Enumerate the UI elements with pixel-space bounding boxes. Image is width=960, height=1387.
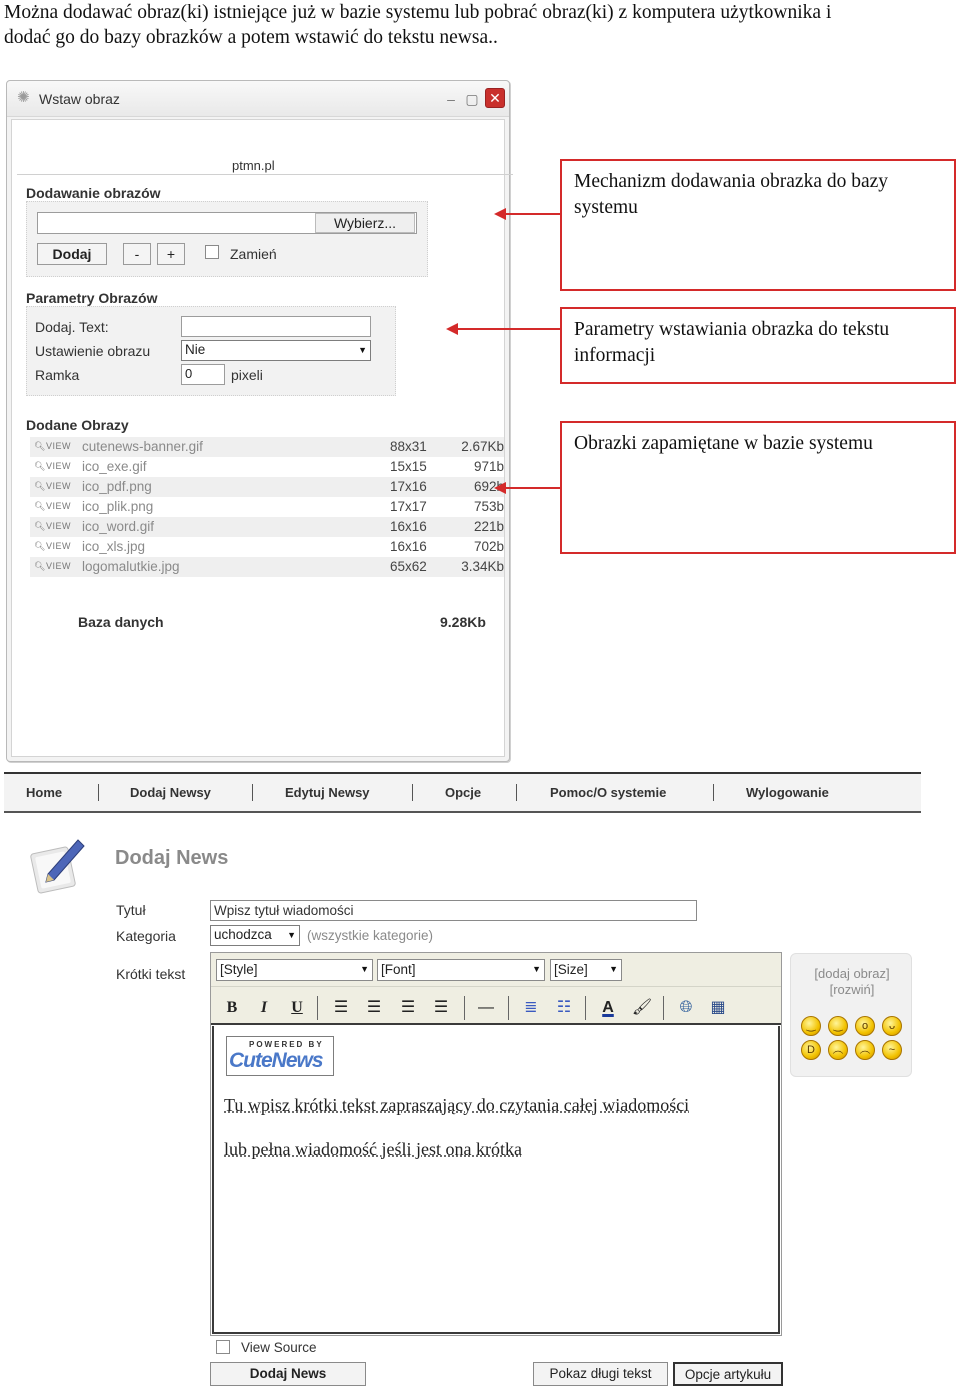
sad-icon[interactable]: ︵ xyxy=(828,1040,848,1060)
upload-section-title: Dodawanie obrazów xyxy=(26,185,161,201)
title-label: Tytuł xyxy=(116,902,146,918)
intro-line-1: Można dodawać obraz(ki) istniejące już w bazie systemu lub pobrać obraz(ki) z komputera użytkownika i xyxy=(4,2,832,23)
callout-params xyxy=(560,307,956,384)
tongue-icon[interactable]: ᴗ xyxy=(882,1016,902,1036)
expand-link[interactable]: [rozwiń] xyxy=(829,982,875,997)
nav-separator xyxy=(252,784,253,801)
align-left-icon[interactable]: ☰ xyxy=(333,999,349,1016)
submit-news-button[interactable]: Dodaj News xyxy=(210,1362,366,1386)
insert-table-icon[interactable]: ▦ xyxy=(710,999,726,1016)
bold-icon[interactable]: B xyxy=(226,999,238,1016)
callout-stored-text: Obrazki zapamiętane w bazie systemu xyxy=(574,433,873,454)
nav-home[interactable]: Home xyxy=(26,785,63,800)
image-size: 702b xyxy=(473,539,504,554)
image-size: 753b xyxy=(473,499,504,514)
image-size: 221b xyxy=(473,519,504,534)
image-size: 3.34Kb xyxy=(461,559,504,574)
view-icon[interactable]: 🔍︎VIEW xyxy=(34,561,71,571)
toolbar-separator xyxy=(508,996,509,1020)
nav-separator xyxy=(98,784,99,801)
image-dims: 16x16 xyxy=(390,539,427,554)
laugh-icon[interactable]: D xyxy=(801,1040,821,1060)
image-name[interactable]: ico_plik.png xyxy=(82,499,154,514)
add-image-button[interactable]: Dodaj xyxy=(37,243,107,265)
style-select-value: [Style] xyxy=(220,962,258,977)
border-label: Ramka xyxy=(35,367,80,383)
nav-add-news[interactable]: Dodaj Newsy xyxy=(130,785,211,800)
border-unit: pixeli xyxy=(231,367,263,383)
align-select-value: Nie xyxy=(185,342,206,357)
image-dims: 15x15 xyxy=(390,459,427,474)
image-size: 2.67Kb xyxy=(461,439,504,454)
font-select[interactable] xyxy=(377,959,545,981)
arrow-left-icon xyxy=(446,323,458,335)
category-select-value: uchodzca xyxy=(214,927,272,942)
replace-label: Zamień xyxy=(230,246,277,262)
nav-options[interactable]: Opcje xyxy=(445,785,482,800)
image-row[interactable] xyxy=(30,557,504,577)
rich-text-editor xyxy=(210,952,782,1336)
edit-pen-icon xyxy=(28,836,88,894)
view-icon[interactable]: 🔍︎VIEW xyxy=(34,441,71,451)
window-body xyxy=(11,119,505,757)
align-select[interactable] xyxy=(181,340,371,361)
view-icon[interactable]: 🔍︎VIEW xyxy=(34,541,71,551)
arrow-left-icon xyxy=(494,208,506,220)
align-center-icon[interactable]: ☰ xyxy=(366,999,382,1016)
image-dims: 16x16 xyxy=(390,519,427,534)
images-section-title: Dodane Obrazy xyxy=(26,417,129,433)
image-row[interactable] xyxy=(30,457,504,477)
size-select-value: [Size] xyxy=(554,962,588,977)
image-name[interactable]: ico_pdf.png xyxy=(82,479,152,494)
replace-checkbox[interactable] xyxy=(205,245,219,259)
nav-separator xyxy=(516,784,517,801)
border-input[interactable]: 0 xyxy=(181,364,225,385)
editor-text-line-2: lub pełna wiadomość jeśli jest ona krótka xyxy=(224,1139,522,1159)
callout-params-text: Parametry wstawiania obrazka do tekstu informacji xyxy=(574,319,890,366)
minimize-icon[interactable]: – xyxy=(447,91,455,107)
image-size: 692b xyxy=(473,479,504,494)
category-select[interactable] xyxy=(210,925,300,946)
divider xyxy=(17,174,513,175)
image-name[interactable]: ico_xls.jpg xyxy=(82,539,146,554)
arrow-left-icon xyxy=(494,482,506,494)
nav-help[interactable]: Pomoc/O systemie xyxy=(550,785,667,800)
align-label: Ustawienie obrazu xyxy=(35,343,151,359)
image-dims: 17x17 xyxy=(390,499,427,514)
upload-panel xyxy=(26,201,428,277)
callout-stored xyxy=(560,421,956,554)
align-justify-icon[interactable]: ☰ xyxy=(433,999,449,1016)
chevron-down-icon: ▼ xyxy=(360,964,369,974)
add-field-button[interactable]: + xyxy=(157,243,185,265)
wink-icon[interactable]: ‿ xyxy=(828,1016,848,1036)
window-title: Wstaw obraz xyxy=(39,91,120,107)
image-name[interactable]: logomalutkie.jpg xyxy=(82,559,180,574)
image-dims: 88x31 xyxy=(390,439,427,454)
image-name[interactable]: ico_word.gif xyxy=(82,519,155,534)
long-text-button[interactable]: Pokaz długi tekst xyxy=(533,1362,668,1386)
editor-content[interactable] xyxy=(212,1026,780,1334)
article-options-button[interactable]: Opcje artykułu xyxy=(673,1362,783,1386)
callout-params-line xyxy=(457,328,561,330)
nav-edit-news[interactable]: Edytuj Newsy xyxy=(285,785,370,800)
main-nav xyxy=(4,772,921,813)
toolbar-separator xyxy=(464,996,465,1020)
chevron-down-icon: ▼ xyxy=(532,964,541,974)
align-right-icon[interactable]: ☰ xyxy=(400,999,416,1016)
params-panel xyxy=(26,306,396,396)
surprised-icon[interactable]: o xyxy=(855,1016,875,1036)
image-row[interactable] xyxy=(30,477,504,497)
insert-link-icon[interactable]: 🌐︎ xyxy=(679,999,693,1016)
smiley-panel xyxy=(790,953,912,1077)
view-source-checkbox[interactable] xyxy=(216,1340,230,1354)
image-row[interactable] xyxy=(30,537,504,557)
view-icon[interactable]: 🔍︎VIEW xyxy=(34,521,71,531)
maximize-icon[interactable]: ▢ xyxy=(465,91,479,107)
callout-upload-text: Mechanizm dodawania obrazka do bazy systemu xyxy=(574,171,889,218)
toolbar-separator xyxy=(663,996,664,1020)
remove-field-button[interactable]: - xyxy=(123,243,151,265)
category-label: Kategoria xyxy=(116,928,176,944)
db-size: 9.28Kb xyxy=(440,614,486,630)
window-titlebar[interactable] xyxy=(7,81,509,117)
nav-separator xyxy=(412,784,413,801)
chevron-down-icon: ▼ xyxy=(287,930,296,940)
insert-image-link[interactable]: [dodaj obraz] xyxy=(814,966,890,981)
view-icon[interactable]: 🔍︎VIEW xyxy=(34,481,71,491)
image-size: 971b xyxy=(473,459,504,474)
view-icon[interactable]: 🔍︎VIEW xyxy=(34,501,71,511)
editor-text-line-1: Tu wpisz krótki tekst zapraszający do czytania całej wiadomości xyxy=(224,1095,690,1115)
image-name[interactable]: cutenews-banner.gif xyxy=(82,439,203,454)
smile-icon[interactable]: ‿ xyxy=(801,1016,821,1036)
chevron-down-icon: ▼ xyxy=(609,964,618,974)
underline-icon[interactable]: U xyxy=(291,999,303,1016)
close-icon[interactable]: ✕ xyxy=(485,88,505,108)
horizontal-rule-icon[interactable]: — xyxy=(478,999,494,1016)
image-dims: 65x62 xyxy=(390,559,427,574)
image-name[interactable]: ico_exe.gif xyxy=(82,459,147,474)
page-title: Dodaj News xyxy=(115,847,229,869)
size-select[interactable] xyxy=(550,959,622,981)
font-select-value: [Font] xyxy=(381,962,416,977)
params-section-title: Parametry Obrazów xyxy=(26,290,158,306)
background-color-icon[interactable]: 🖌︎ xyxy=(631,999,653,1016)
window-app-icon: ✺ xyxy=(17,89,30,106)
short-text-label: Krótki tekst xyxy=(116,966,186,982)
alt-text-input[interactable] xyxy=(181,316,371,337)
italic-icon[interactable]: I xyxy=(260,999,268,1016)
toolbar-separator xyxy=(317,996,318,1020)
image-row[interactable] xyxy=(30,517,504,537)
editor-toolbar-selects xyxy=(211,953,781,987)
image-row[interactable] xyxy=(30,497,504,517)
text-color-icon[interactable]: A xyxy=(602,999,614,1016)
toolbar-separator xyxy=(585,996,586,1020)
browse-button[interactable]: Wybierz... xyxy=(315,213,415,233)
callout-stored-line xyxy=(506,487,561,489)
intro-text xyxy=(4,0,954,50)
confused-icon[interactable]: ~ xyxy=(882,1040,902,1060)
callout-upload-line xyxy=(506,213,561,215)
image-row[interactable] xyxy=(30,437,504,457)
news-title-input[interactable]: Wpisz tytuł wiadomości xyxy=(210,900,697,921)
angry-icon[interactable]: ︵ xyxy=(855,1040,875,1060)
intro-line-2: dodać go do bazy obrazków a potem wstawić do tekstu newsa.. xyxy=(4,27,498,48)
all-categories-link[interactable]: (wszystkie kategorie) xyxy=(307,928,434,943)
insert-image-window xyxy=(6,80,510,762)
db-label: Baza danych xyxy=(78,614,164,630)
view-icon[interactable]: 🔍︎VIEW xyxy=(34,461,71,471)
numbered-list-icon[interactable]: ≣ xyxy=(524,999,538,1016)
nav-separator xyxy=(713,784,714,801)
alt-text-label: Dodaj. Text: xyxy=(35,319,109,335)
window-domain: ptmn.pl xyxy=(232,158,275,173)
nav-logout[interactable]: Wylogowanie xyxy=(746,785,829,800)
style-select[interactable] xyxy=(216,959,373,981)
view-source-label: View Source xyxy=(241,1340,317,1355)
chevron-down-icon: ▼ xyxy=(358,345,367,355)
cutenews-logo: POWERED BY CuteNews xyxy=(226,1036,334,1076)
callout-upload xyxy=(560,159,956,291)
bulleted-list-icon[interactable]: ☷ xyxy=(556,999,572,1016)
image-dims: 17x16 xyxy=(390,479,427,494)
